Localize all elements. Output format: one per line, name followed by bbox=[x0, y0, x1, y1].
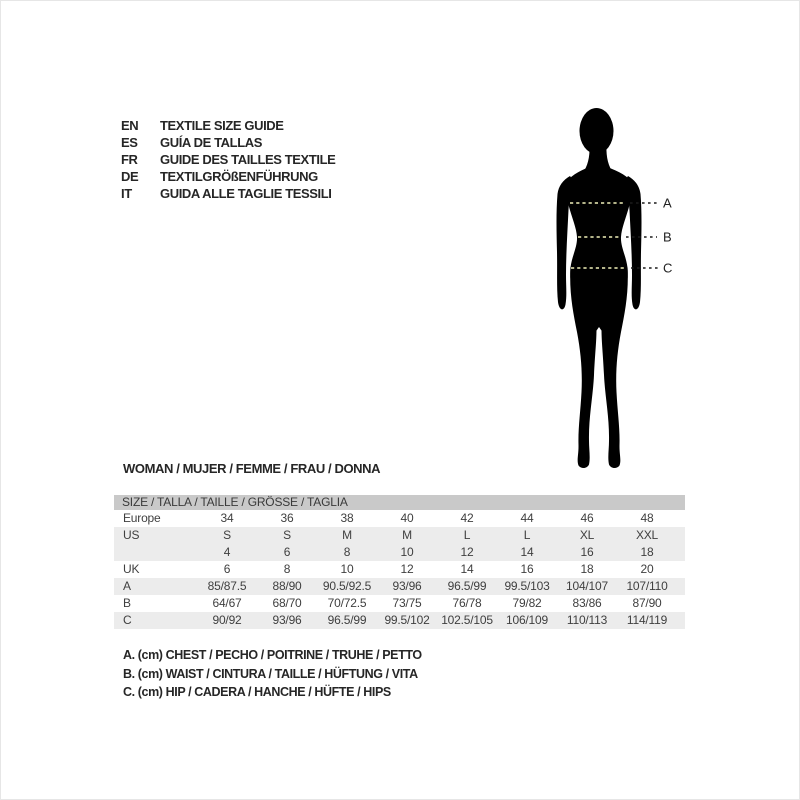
row-label: UK bbox=[123, 562, 140, 576]
table-cell: XL bbox=[579, 528, 595, 542]
language-code: EN bbox=[121, 118, 139, 133]
table-cell: 42 bbox=[460, 511, 474, 525]
table-row bbox=[114, 527, 685, 544]
language-label: GUIDA ALLE TAGLIE TESSILI bbox=[160, 186, 332, 201]
table-cell: 20 bbox=[640, 562, 654, 576]
table-cell: 87/90 bbox=[632, 596, 662, 610]
language-code: ES bbox=[121, 135, 138, 150]
table-cell: 36 bbox=[280, 511, 294, 525]
table-row bbox=[114, 561, 685, 578]
language-row bbox=[121, 117, 335, 134]
table-cell: 90/92 bbox=[212, 613, 242, 627]
legend-line: A. (cm) CHEST / PECHO / POITRINE / TRUHE / PETTO bbox=[123, 648, 422, 662]
table-cell: L bbox=[523, 528, 531, 542]
table-cell: 79/82 bbox=[512, 596, 542, 610]
language-row bbox=[121, 168, 335, 185]
table-cell: 83/86 bbox=[572, 596, 602, 610]
language-label: GUÍA DE TALLAS bbox=[160, 135, 263, 150]
table-cell: 16 bbox=[520, 562, 534, 576]
table-cell: 12 bbox=[400, 562, 414, 576]
table-cell: 12 bbox=[460, 545, 474, 559]
table-cell: 64/67 bbox=[212, 596, 242, 610]
table-cell: 99.5/103 bbox=[504, 579, 550, 593]
language-code: DE bbox=[121, 169, 139, 184]
language-row bbox=[121, 185, 335, 202]
table-cell: 38 bbox=[340, 511, 354, 525]
row-label: A bbox=[123, 579, 131, 593]
table-cell: 40 bbox=[400, 511, 414, 525]
legend-line: B. (cm) WAIST / CINTURA / TAILLE / HÜFTUNG / VITA bbox=[123, 666, 418, 681]
table-cell: 6 bbox=[223, 562, 231, 576]
row-label: Europe bbox=[123, 511, 161, 525]
language-label: TEXTILE SIZE GUIDE bbox=[160, 118, 284, 133]
table-cell: 90.5/92.5 bbox=[322, 579, 372, 593]
table-cell: 104/107 bbox=[566, 579, 608, 593]
language-code: FR bbox=[121, 152, 138, 167]
table-cell: S bbox=[283, 528, 291, 542]
table-cell: 73/75 bbox=[392, 596, 422, 610]
table-cell: 107/110 bbox=[626, 579, 668, 593]
row-label: US bbox=[123, 528, 140, 542]
table-cell: XXL bbox=[635, 528, 659, 542]
language-label: GUIDE DES TAILLES TEXTILE bbox=[160, 152, 336, 167]
legend-line: C. (cm) HIP / CADERA / HANCHE / HÜFTE / HIPS bbox=[123, 685, 391, 699]
table-cell: 4 bbox=[223, 545, 231, 559]
size-table-body bbox=[114, 510, 685, 629]
language-label: TEXTILGRÖßENFÜHRUNG bbox=[160, 169, 318, 184]
table-cell: 18 bbox=[580, 562, 594, 576]
table-cell: 70/72.5 bbox=[327, 596, 367, 610]
table-cell: 14 bbox=[460, 562, 474, 576]
table-row bbox=[114, 544, 685, 561]
row-label: B bbox=[123, 596, 131, 610]
table-cell: L bbox=[463, 528, 471, 542]
table-cell: 114/119 bbox=[626, 613, 668, 627]
language-row bbox=[121, 134, 335, 151]
table-row bbox=[114, 510, 685, 527]
language-list bbox=[121, 117, 335, 202]
table-cell: 16 bbox=[580, 545, 594, 559]
table-cell: 44 bbox=[520, 511, 534, 525]
table-cell: 110/113 bbox=[566, 613, 608, 627]
table-cell: 93/96 bbox=[392, 579, 422, 593]
table-cell: 102.5/105 bbox=[441, 613, 493, 627]
table-cell: 34 bbox=[220, 511, 234, 525]
table-cell: 6 bbox=[283, 545, 291, 559]
measurement-legend bbox=[123, 646, 422, 702]
table-cell: 8 bbox=[343, 545, 351, 559]
table-cell: 96.5/99 bbox=[447, 579, 487, 593]
table-cell: M bbox=[402, 528, 412, 542]
table-row bbox=[114, 612, 685, 629]
gender-label: WOMAN / MUJER / FEMME / FRAU / DONNA bbox=[123, 461, 381, 476]
table-cell: 8 bbox=[283, 562, 291, 576]
table-cell: M bbox=[342, 528, 352, 542]
table-cell: 68/70 bbox=[272, 596, 302, 610]
table-cell: 46 bbox=[580, 511, 594, 525]
size-table bbox=[114, 495, 685, 629]
marker-b-label: B bbox=[663, 229, 672, 245]
table-row bbox=[114, 595, 685, 612]
table-cell: 10 bbox=[340, 562, 354, 576]
marker-a-label: A bbox=[663, 195, 672, 211]
table-cell: 96.5/99 bbox=[327, 613, 367, 627]
table-cell: S bbox=[223, 528, 231, 542]
row-label: C bbox=[123, 613, 132, 627]
row-label bbox=[114, 544, 197, 561]
table-row bbox=[114, 578, 685, 595]
table-cell: 48 bbox=[640, 511, 654, 525]
table-cell: 85/87.5 bbox=[207, 579, 247, 593]
table-cell: 93/96 bbox=[272, 613, 302, 627]
table-cell: 88/90 bbox=[272, 579, 302, 593]
woman-silhouette-figure bbox=[526, 96, 696, 486]
table-cell: 99.5/102 bbox=[384, 613, 430, 627]
table-cell: 10 bbox=[400, 545, 414, 559]
size-table-header: SIZE / TALLA / TAILLE / GRÖSSE / TAGLIA bbox=[114, 495, 685, 510]
table-cell: 14 bbox=[520, 545, 534, 559]
language-row bbox=[121, 151, 335, 168]
table-cell: 76/78 bbox=[452, 596, 482, 610]
table-cell: 106/109 bbox=[506, 613, 548, 627]
table-cell: 18 bbox=[640, 545, 654, 559]
marker-c-label: C bbox=[663, 260, 673, 276]
language-code: IT bbox=[121, 186, 132, 201]
woman-silhouette bbox=[557, 108, 642, 468]
